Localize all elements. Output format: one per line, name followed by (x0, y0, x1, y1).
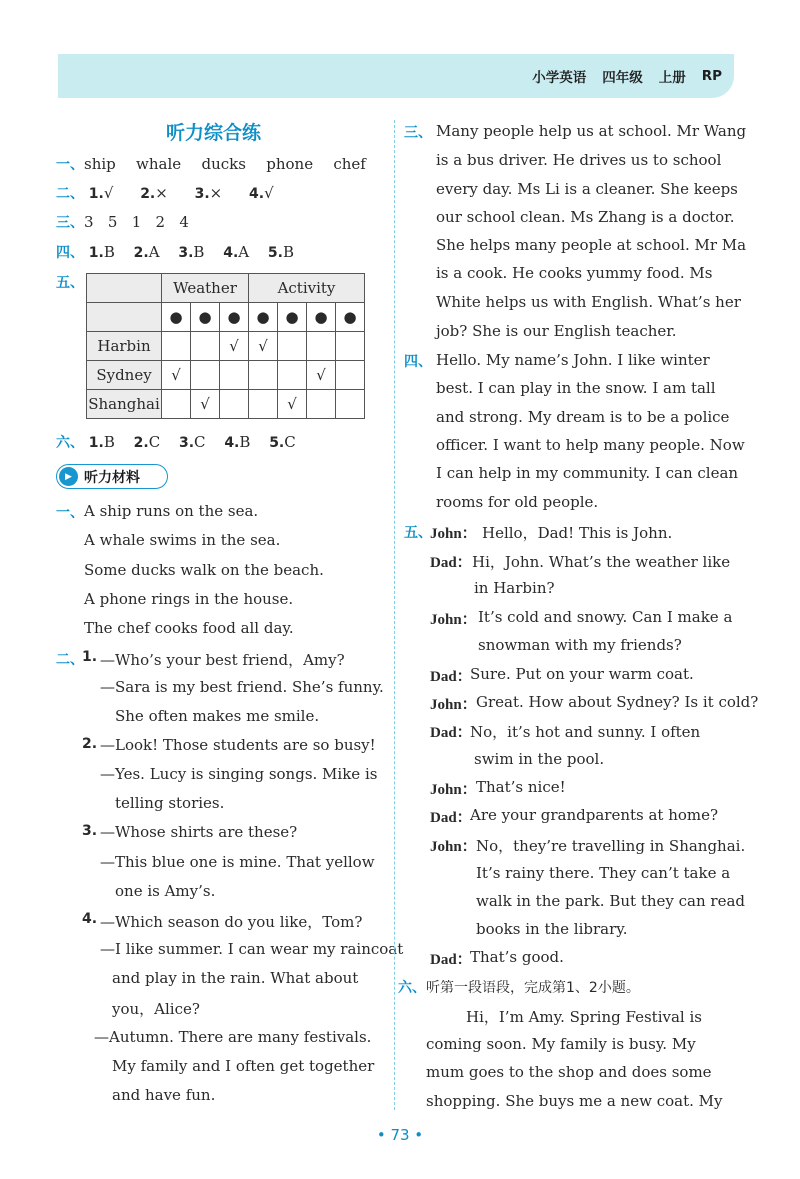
mark-cell (336, 390, 365, 419)
header-volume: 上册 (658, 70, 686, 86)
transcript-line: White helps us with English. What’s her (436, 293, 741, 311)
dot-cell: ● (162, 303, 191, 332)
dot-cell: ● (191, 303, 220, 332)
dialogue-line: Hi，John. What’s the weather like (472, 553, 731, 571)
transcript-3-marker: 三、 (404, 125, 432, 141)
answer-q4-value: B (103, 243, 115, 261)
dot-cell: ● (220, 303, 249, 332)
speaker-dad: Dad： (430, 952, 472, 968)
dialogue-line: snowman with my friends? (478, 636, 682, 654)
transcript-6-instruction: 听第一段语段，完成第1、2小题。 (426, 980, 640, 996)
transcript-line: Hello. My name’s John. I like winter (436, 351, 710, 369)
transcript-line: —I like summer. I can wear my raincoat (100, 940, 404, 958)
city-label: Sydney (87, 361, 162, 390)
mark-cell (249, 390, 278, 419)
answer-q1-text: ship whale ducks phone chef (84, 155, 366, 173)
weather-header: Weather (162, 274, 249, 303)
mark-cell (191, 332, 220, 361)
answer-q4-value: B (193, 243, 205, 261)
mark-cell (278, 332, 307, 361)
dot-cell: ● (307, 303, 336, 332)
transcript-line: My family and I often get together (112, 1057, 375, 1075)
listening-materials-badge (56, 464, 168, 489)
answer-q4-value: B (282, 243, 294, 261)
transcript-line: best. I can play in the snow. I am tall (436, 379, 716, 397)
answer-q2-num: 4. (249, 186, 265, 202)
transcript-5-marker: 五、 (404, 525, 432, 541)
answer-q1-marker: 一、 (56, 157, 84, 173)
header-edition: RP (701, 68, 722, 84)
transcript-6-marker: 六、 (398, 980, 426, 996)
speaker-john: John： (430, 526, 477, 542)
weather-activity-table (86, 273, 365, 419)
section-title: 听力综合练 (166, 122, 262, 144)
answer-q6-num: 4. (224, 435, 240, 451)
answer-q2-value: √ (264, 184, 274, 202)
transcript-line: rooms for old people. (436, 493, 599, 511)
column-divider (394, 120, 395, 1110)
transcript-line: —Autumn. There are many festivals. (94, 1028, 372, 1046)
dialogue-line: Sure. Put on your warm coat. (470, 665, 694, 683)
transcript-line: and have fun. (112, 1086, 216, 1104)
page-number: • 73 • (376, 1126, 424, 1144)
speaker-dad: Dad： (430, 725, 472, 741)
badge-label: 听力材料 (84, 469, 140, 486)
transcript-line: —Look! Those students are so busy! (100, 736, 376, 754)
answer-q2-value: × (155, 184, 168, 202)
answer-q4-num: 3. (178, 245, 194, 261)
answer-q3-marker: 三、 (56, 215, 84, 231)
transcript-line: —Sara is my best friend. She’s funny. (100, 678, 384, 696)
transcript-line: The chef cooks food all day. (84, 619, 294, 637)
activity-header: Activity (249, 274, 365, 303)
transcript-line: Many people help us at school. Mr Wang (436, 122, 747, 140)
transcript-line: and play in the rain. What about (112, 969, 359, 987)
speaker-dad: Dad： (430, 555, 472, 571)
item-number: 2. (82, 736, 98, 752)
dot-cell: ● (249, 303, 278, 332)
transcript-line: one is Amy’s. (115, 882, 216, 900)
transcript-line: shopping. She buys me a new coat. My (426, 1092, 723, 1110)
answer-q6-num: 1. (88, 435, 104, 451)
answer-q3-text: 3 5 1 2 4 (84, 213, 189, 231)
mark-cell (307, 390, 336, 419)
mark-cell (162, 332, 191, 361)
answer-q6-value: B (103, 433, 115, 451)
answer-q2-value: √ (103, 184, 114, 202)
answer-q6-value: C (148, 433, 161, 451)
dialogue-line: Hello，Dad! This is John. (482, 524, 673, 542)
answer-q4 (56, 242, 294, 262)
transcript-4-marker: 四、 (404, 354, 432, 370)
transcript-line: A ship runs on the sea. (84, 502, 259, 520)
answer-q6-num: 3. (178, 435, 195, 451)
answer-q2-num: 3. (194, 186, 210, 202)
mark-cell: √ (191, 390, 220, 419)
dialogue-line: That’s good. (470, 948, 564, 966)
table-corner (87, 274, 162, 303)
transcript-line: A whale swims in the sea. (84, 531, 281, 549)
transcript-line: A phone rings in the house. (84, 590, 294, 608)
answer-q5-marker-text: 五、 (56, 275, 84, 291)
answer-q4-num: 2. (133, 245, 149, 261)
answer-q2-num: 2. (140, 186, 156, 202)
header-subject: 小学英语 (532, 70, 587, 86)
transcript-line: Some ducks walk on the beach. (84, 561, 324, 579)
dialogue-line: books in the library. (476, 920, 628, 938)
transcript-line: is a cook. He cooks yummy food. Ms (436, 264, 713, 282)
transcript-line: job? She is our English teacher. (436, 322, 677, 340)
speaker-john: John： (430, 839, 477, 855)
answer-q6-value: B (239, 433, 251, 451)
answer-q6-num: 5. (269, 435, 285, 451)
dialogue-line: Are your grandparents at home? (470, 806, 719, 824)
mark-cell (220, 390, 249, 419)
mark-cell (336, 332, 365, 361)
answer-q6-value: C (194, 433, 206, 451)
transcript-2-marker: 二、 (56, 652, 84, 668)
dialogue-line: in Harbin? (474, 579, 555, 597)
answer-q2-value: × (209, 184, 223, 202)
transcript-line: —Who’s your best friend，Amy? (100, 651, 345, 669)
mark-cell (249, 361, 278, 390)
speaker-john: John： (430, 697, 477, 713)
speaker-john: John： (430, 612, 477, 628)
transcript-line: mum goes to the shop and does some (426, 1063, 712, 1081)
mark-cell (278, 361, 307, 390)
mark-cell (191, 361, 220, 390)
answer-q4-num: 5. (267, 245, 283, 261)
item-number: 3. (82, 823, 98, 839)
dialogue-line: swim in the pool. (474, 750, 605, 768)
transcript-1-marker: 一、 (56, 505, 84, 521)
mark-cell (220, 361, 249, 390)
dialogue-line: It’s rainy there. They can’t take a (476, 864, 731, 882)
dot-cell: ● (278, 303, 307, 332)
dialogue-line: Great. How about Sydney? Is it cold? (476, 693, 759, 711)
header-grade: 四年级 (602, 70, 643, 86)
mark-cell: √ (278, 390, 307, 419)
transcript-line: I can help in my community. I can clean (436, 464, 739, 482)
transcript-line: officer. I want to help many people. Now (436, 436, 745, 454)
transcript-line: She often makes me smile. (115, 707, 320, 725)
transcript-line: and strong. My dream is to be a police (436, 408, 730, 426)
transcript-line: telling stories. (115, 794, 225, 812)
mark-cell (307, 332, 336, 361)
table-corner-2 (87, 303, 162, 332)
transcript-line: every day. Ms Li is a cleaner. She keeps (436, 180, 738, 198)
dot-row (87, 303, 365, 332)
city-label: Shanghai (87, 390, 162, 419)
answer-q6 (56, 432, 296, 452)
answer-q4-value: A (148, 243, 160, 261)
item-number: 4. (82, 911, 98, 927)
city-label: Harbin (87, 332, 162, 361)
answer-q4-num: 1. (88, 245, 104, 261)
dot-cell: ● (336, 303, 365, 332)
mark-cell: √ (249, 332, 278, 361)
transcript-line: is a bus driver. He drives us to school (436, 151, 722, 169)
table-row (87, 361, 365, 390)
answer-q6-marker: 六、 (56, 435, 84, 451)
speaker-dad: Dad： (430, 810, 472, 826)
answer-q2-marker: 二、 (56, 186, 84, 202)
answer-q3 (56, 212, 189, 232)
play-icon: ▶ (59, 467, 78, 486)
mark-cell (336, 361, 365, 390)
transcript-line: —Yes. Lucy is singing songs. Mike is (100, 765, 378, 783)
answer-q4-value: A (238, 243, 250, 261)
dialogue-line: That’s nice! (476, 778, 566, 796)
mark-cell (162, 390, 191, 419)
answer-q4-marker: 四、 (56, 245, 84, 261)
answer-q6-num: 2. (133, 435, 149, 451)
mark-cell: √ (220, 332, 249, 361)
transcript-line: our school clean. Ms Zhang is a doctor. (436, 208, 735, 226)
answer-q6-value: C (284, 433, 296, 451)
transcript-line: —Which season do you like，Tom? (100, 913, 363, 931)
mark-cell: √ (162, 361, 191, 390)
transcript-line: She helps many people at school. Mr Ma (436, 236, 747, 254)
transcript-line: —This blue one is mine. That yellow (100, 853, 375, 871)
dialogue-line: walk in the park. But they can read (476, 892, 745, 910)
table-row (87, 332, 365, 361)
speaker-john: John： (430, 782, 477, 798)
dialogue-line: No，it’s hot and sunny. I often (470, 723, 701, 741)
transcript-line: Hi，I’m Amy. Spring Festival is (466, 1008, 702, 1026)
dialogue-line: It’s cold and snowy. Can I make a (478, 608, 733, 626)
answer-q1 (56, 154, 366, 174)
transcript-line: you，Alice? (112, 1000, 200, 1018)
item-number: 1. (82, 649, 98, 665)
page-header (58, 54, 734, 98)
answer-q2-num: 1. (88, 186, 104, 202)
transcript-line: —Whose shirts are these? (100, 823, 298, 841)
dialogue-line: No，they’re travelling in Shanghai. (476, 837, 746, 855)
mark-cell: √ (307, 361, 336, 390)
speaker-dad: Dad： (430, 669, 472, 685)
answer-q5-marker (56, 272, 84, 292)
transcript-line: coming soon. My family is busy. My (426, 1035, 696, 1053)
answer-q4-num: 4. (223, 245, 239, 261)
answer-q2 (56, 183, 274, 203)
table-row (87, 390, 365, 419)
